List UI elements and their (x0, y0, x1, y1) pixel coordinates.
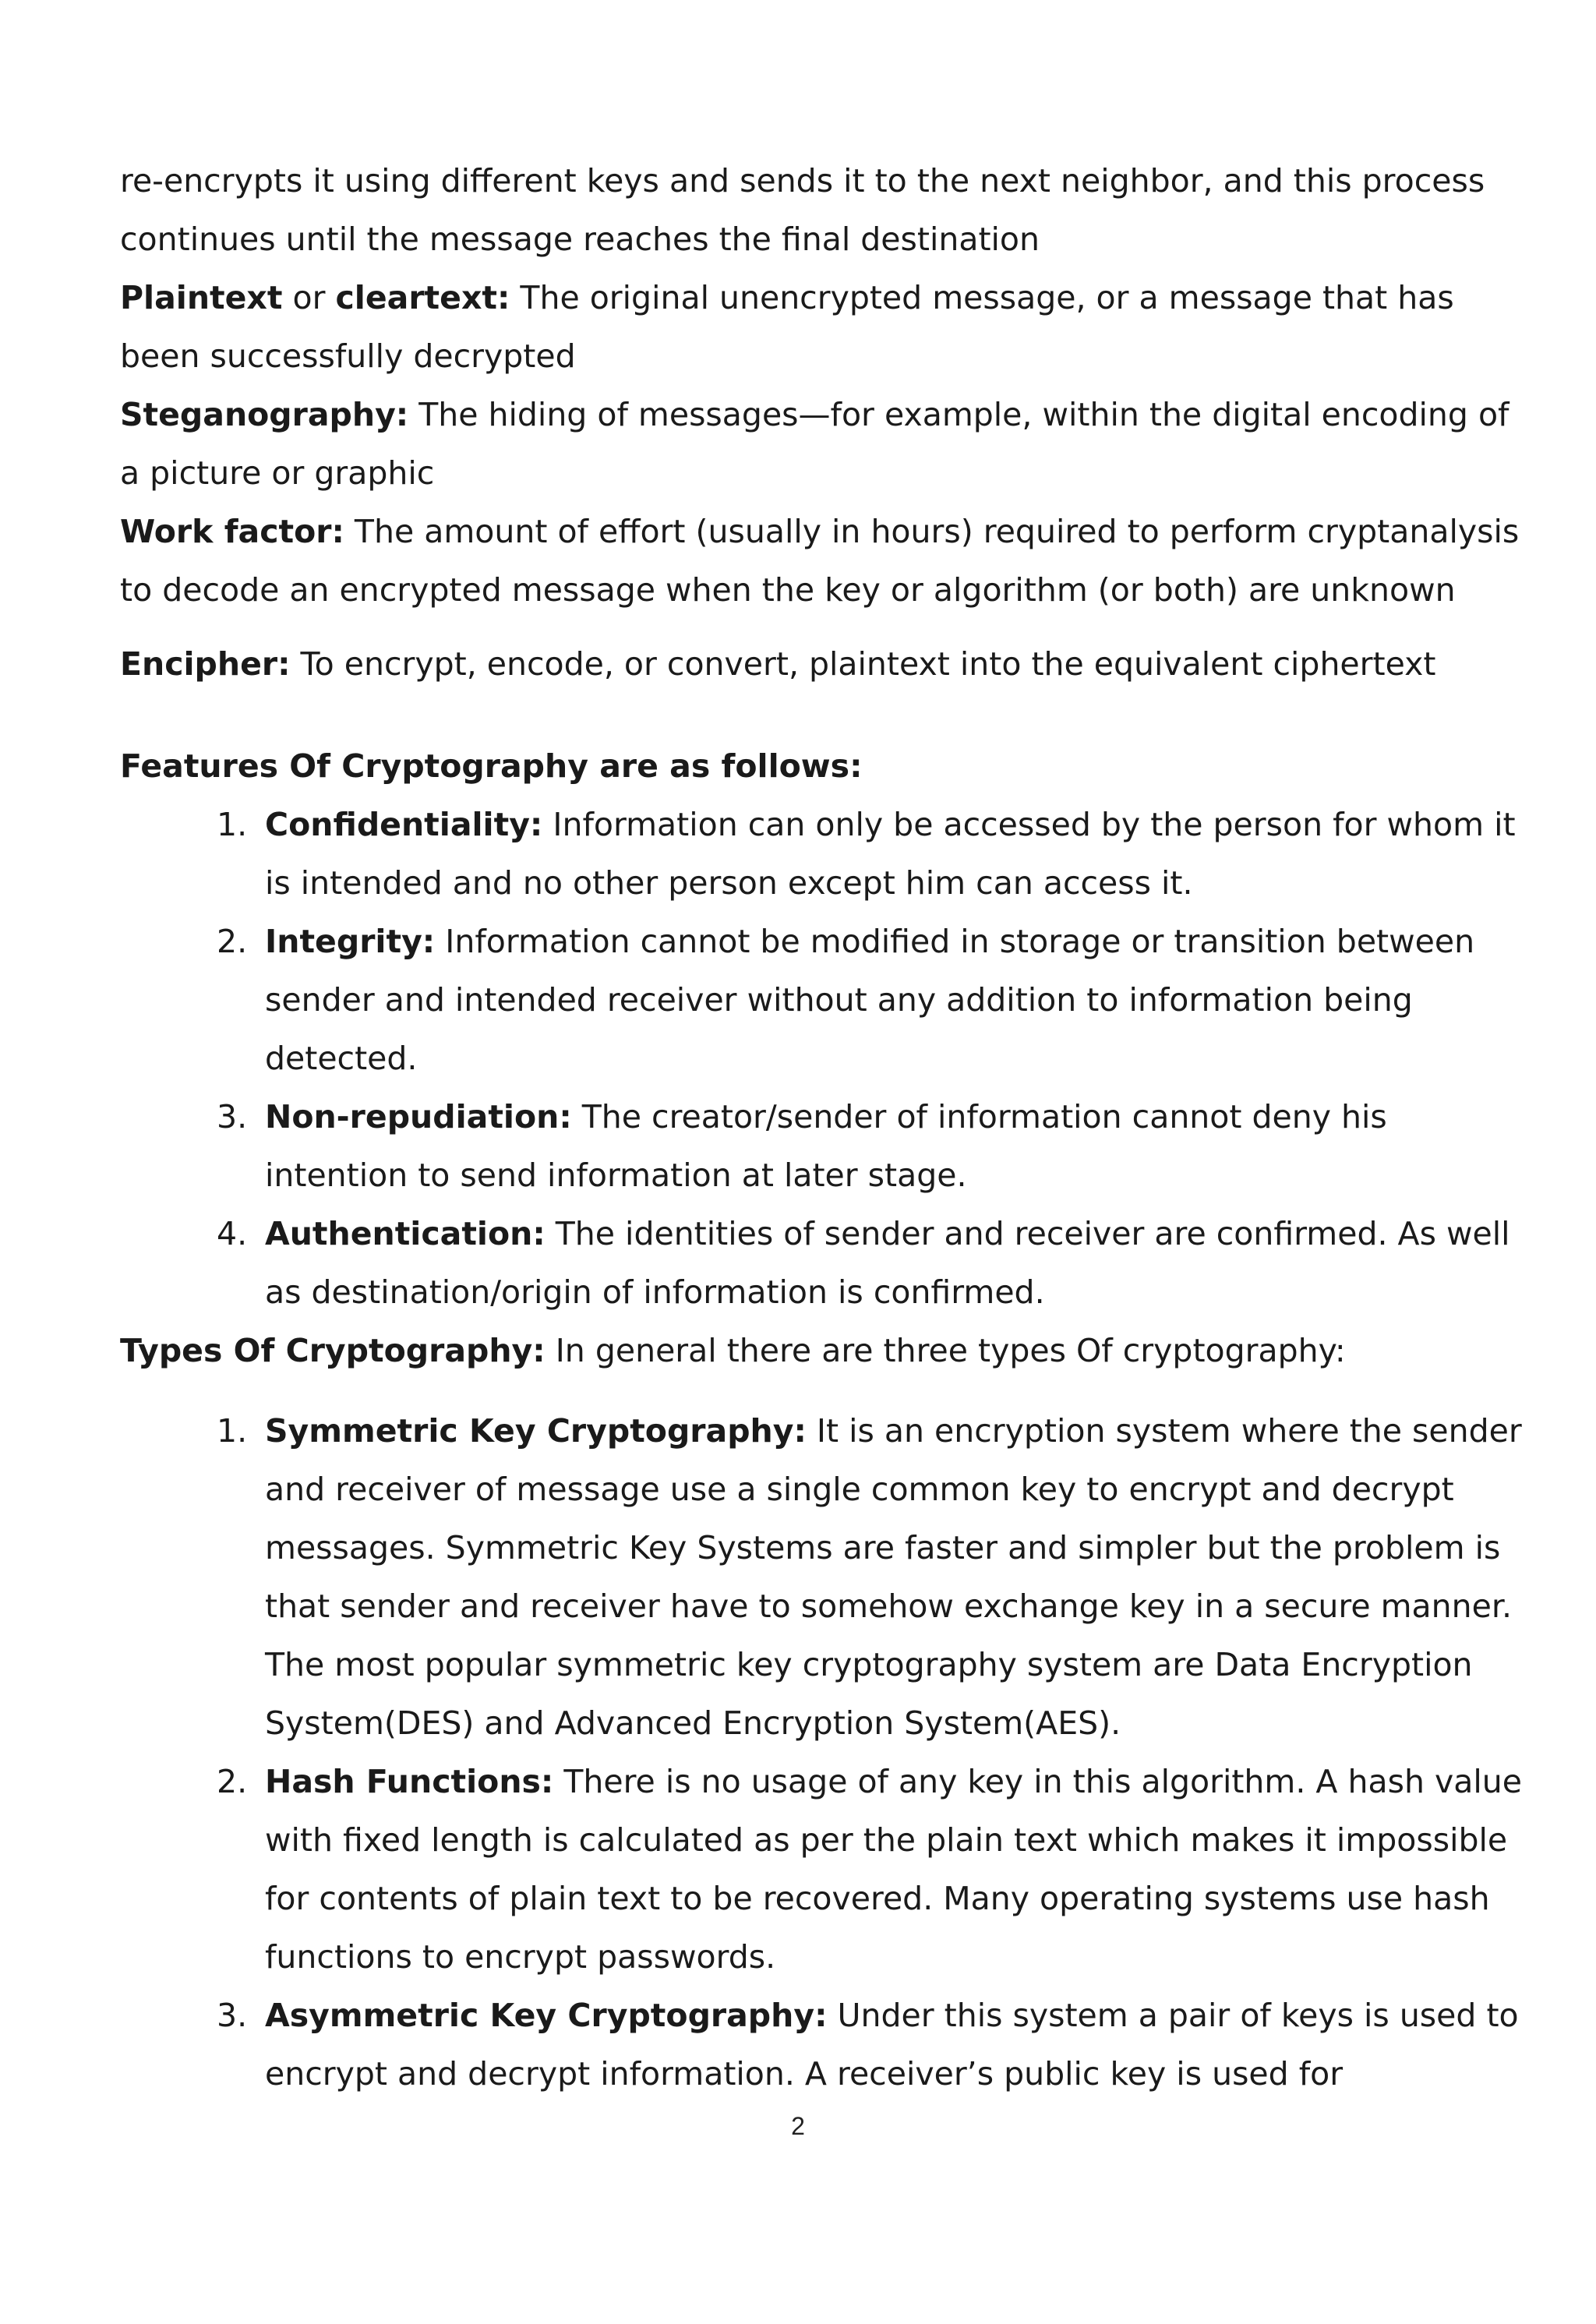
list-number: 4. (217, 1215, 248, 1252)
definition-term: Plaintext (120, 279, 283, 316)
list-number: 2. (217, 1763, 248, 1800)
list-item-text: The identities of sender and receiver are confirmed. As well as destination/origin of information is confirmed. (265, 1215, 1510, 1311)
list-item (120, 1987, 1523, 2103)
list-number: 2. (217, 923, 248, 960)
list-item-text: Under this system a pair of keys is used to encrypt and decrypt information. A receiver’s public key is used for (265, 1997, 1519, 2093)
list-item-term: Asymmetric Key Cryptography: (265, 1997, 828, 2034)
types-list (120, 1402, 1523, 2103)
definition-term: Steganography: (120, 396, 409, 433)
list-item-term: Symmetric Key Cryptography: (265, 1412, 807, 1450)
definition-joiner: or (282, 279, 336, 316)
definition-steganography (120, 386, 1523, 503)
features-heading-text: Features Of Cryptography are as follows: (120, 747, 863, 785)
intro-paragraph: re-encrypts it using different keys and sends it to the next neighbor, and this process continues until the message reaches the final destination (120, 162, 1485, 258)
definition-text: The original unencrypted message, or a message that has been successfully decrypted (120, 279, 1454, 375)
list-number: 3. (217, 1098, 248, 1136)
list-item-term: Hash Functions: (265, 1763, 554, 1800)
list-item (120, 913, 1523, 1088)
list-item-term: Integrity: (265, 923, 436, 960)
list-item-text: It is an encryption system where the sender and receiver of message use a single common key to encrypt and decrypt messages. Symmetric Key Systems are faster and simpler but the problem is that sender and receiver have to somehow exchange key in a secure manner. The most popular symmetric key cryptography system are Data Encryption System(DES) and Advanced Encryption System(AES). (265, 1412, 1522, 1742)
definition-term: Encipher: (120, 645, 291, 683)
definition-text: The hiding of messages—for example, within the digital encoding of a picture or graphic (120, 396, 1509, 492)
list-item-text: The creator/sender of information cannot deny his intention to send information at later stage. (265, 1098, 1387, 1194)
list-item-term: Authentication: (265, 1215, 546, 1252)
features-list (120, 796, 1523, 1322)
definition-term: Work factor: (120, 513, 344, 550)
list-item-text: Information cannot be modified in storage or transition between sender and intended receiver without any addition to information being detected. (265, 923, 1475, 1077)
list-number: 1. (217, 1412, 248, 1450)
list-item (120, 796, 1523, 913)
definition-text: To encrypt, encode, or convert, plaintext into the equivalent ciphertext (290, 645, 1436, 683)
list-item (120, 1205, 1523, 1322)
definition-term: cleartext: (335, 279, 510, 316)
document-page (120, 152, 1523, 2103)
list-item-text: There is no usage of any key in this algorithm. A hash value with fixed length is calculated as per the plain text which makes it impossible for contents of plain text to be recovered. Many operating systems use hash functions to encrypt passwords. (265, 1763, 1522, 1976)
list-item (120, 1753, 1523, 1987)
types-heading (120, 1322, 1523, 1380)
list-item-term: Confidentiality: (265, 806, 543, 843)
types-intro-text: In general there are three types Of cryptography: (545, 1332, 1346, 1369)
list-item (120, 1402, 1523, 1753)
list-item-term: Non-repudiation: (265, 1098, 572, 1136)
list-number: 3. (217, 1997, 248, 2034)
features-heading (120, 737, 1523, 796)
page-number: 2 (791, 2112, 805, 2140)
list-item-text: Information can only be accessed by the person for whom it is intended and no other person except him can access it. (265, 806, 1516, 902)
list-number: 1. (217, 806, 248, 843)
definition-plaintext (120, 269, 1523, 386)
types-heading-text: Types Of Cryptography: (120, 1332, 546, 1369)
list-item (120, 1088, 1523, 1205)
definition-work-factor (120, 503, 1523, 620)
definition-encipher (120, 635, 1523, 694)
definition-text: The amount of effort (usually in hours) required to perform cryptanalysis to decode an encrypted message when the key or algorithm (or both) are unknown (120, 513, 1520, 609)
